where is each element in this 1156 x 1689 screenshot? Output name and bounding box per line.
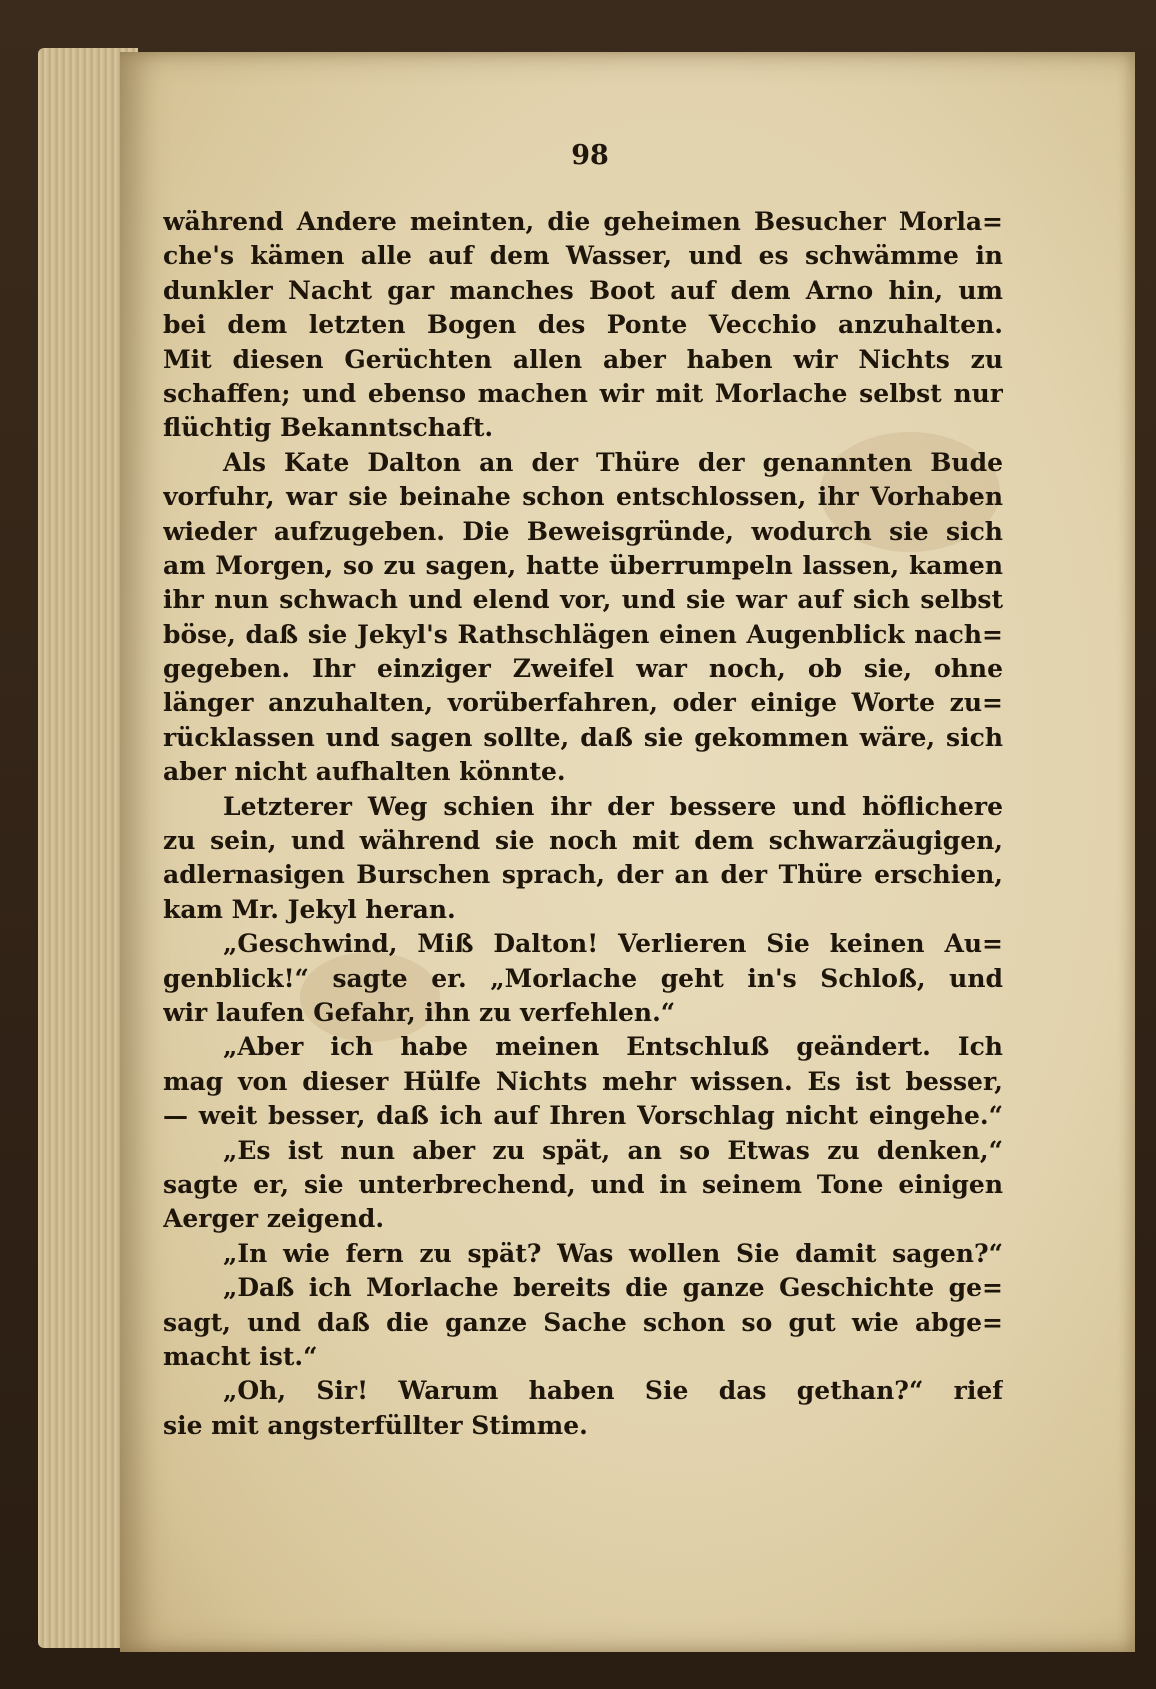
text-line: macht ist.“ [163, 1341, 318, 1371]
text-line: rücklassen und sagen sollte, daß sie gekommen wäre, sich [163, 722, 1003, 752]
text-line: Mit diesen Gerüchten allen aber haben wir Nichts zu [163, 344, 1003, 374]
text-line: gegeben. Ihr einziger Zweifel war noch, ob sie, ohne [163, 654, 1003, 684]
text-line: ihr nun schwach und elend vor, und sie war auf sich selbst [163, 585, 1003, 615]
text-line: dunkler Nacht gar manches Boot auf dem Arno hin, um [163, 275, 1003, 305]
text-line: „Geschwind, Miß Dalton! Verlieren Sie keinen Au= [223, 929, 1003, 959]
text-line: am Morgen, so zu sagen, hatte überrumpeln lassen, kamen [163, 550, 1003, 580]
text-line: bei dem letzten Bogen des Ponte Vecchio anzuhalten. [163, 310, 1003, 340]
body-text [163, 205, 1003, 1443]
text-line: kam Mr. Jekyl heran. [163, 894, 456, 924]
text-line: schaffen; und ebenso machen wir mit Morlache selbst nur [163, 378, 1003, 408]
text-line: „Daß ich Morlache bereits die ganze Geschichte ge= [223, 1273, 1003, 1303]
text-line: che's kämen alle auf dem Wasser, und es schwämme in [163, 241, 1003, 271]
text-line: „Aber ich habe meinen Entschluß geändert. Ich [223, 1032, 1003, 1062]
text-line: genblick!“ sagte er. „Morlache geht in's Schloß, und [163, 963, 1003, 993]
text-line: sagt, und daß die ganze Sache schon so gut wie abge= [163, 1307, 1003, 1337]
text-line: wir laufen Gefahr, ihn zu verfehlen.“ [163, 997, 676, 1027]
text-line: sagte er, sie unterbrechend, und in seinem Tone einigen [163, 1169, 1003, 1199]
text-line: „Oh, Sir! Warum haben Sie das gethan?“ rief [223, 1376, 1003, 1406]
text-line: sie mit angsterfüllter Stimme. [163, 1410, 588, 1440]
text-line: „Es ist nun aber zu spät, an so Etwas zu denken,“ [223, 1135, 1003, 1165]
text-line: adlernasigen Burschen sprach, der an der Thüre erschien, [163, 860, 1003, 890]
text-line: mag von dieser Hülfe Nichts mehr wissen. Es ist besser, [163, 1066, 1003, 1096]
text-line: — weit besser, daß ich auf Ihren Vorschlag nicht eingehe.“ [163, 1101, 1003, 1131]
text-line: zu sein, und während sie noch mit dem schwarzäugigen, [163, 826, 1003, 856]
text-line: Als Kate Dalton an der Thüre der genannten Bude [223, 447, 1003, 477]
page-number: 98 [571, 140, 609, 171]
text-line: wieder aufzugeben. Die Beweisgründe, wodurch sie sich [163, 516, 1003, 546]
text-line: Aerger zeigend. [163, 1204, 385, 1234]
text-line: Letzterer Weg schien ihr der bessere und höflichere [223, 791, 1003, 821]
text-line: aber nicht aufhalten könnte. [163, 757, 566, 787]
text-line: böse, daß sie Jekyl's Rathschlägen einen Augenblick nach= [163, 619, 1003, 649]
text-line: während Andere meinten, die geheimen Besucher Morla= [163, 207, 1003, 236]
text-line: „In wie fern zu spät? Was wollen Sie damit sagen?“ [223, 1238, 1003, 1268]
text-line: länger anzuhalten, vorüberfahren, oder einige Worte zu= [163, 688, 1003, 718]
text-line: flüchtig Bekanntschaft. [163, 413, 494, 443]
text-line: vorfuhr, war sie beinahe schon entschlossen, ihr Vorhaben [163, 482, 1003, 512]
